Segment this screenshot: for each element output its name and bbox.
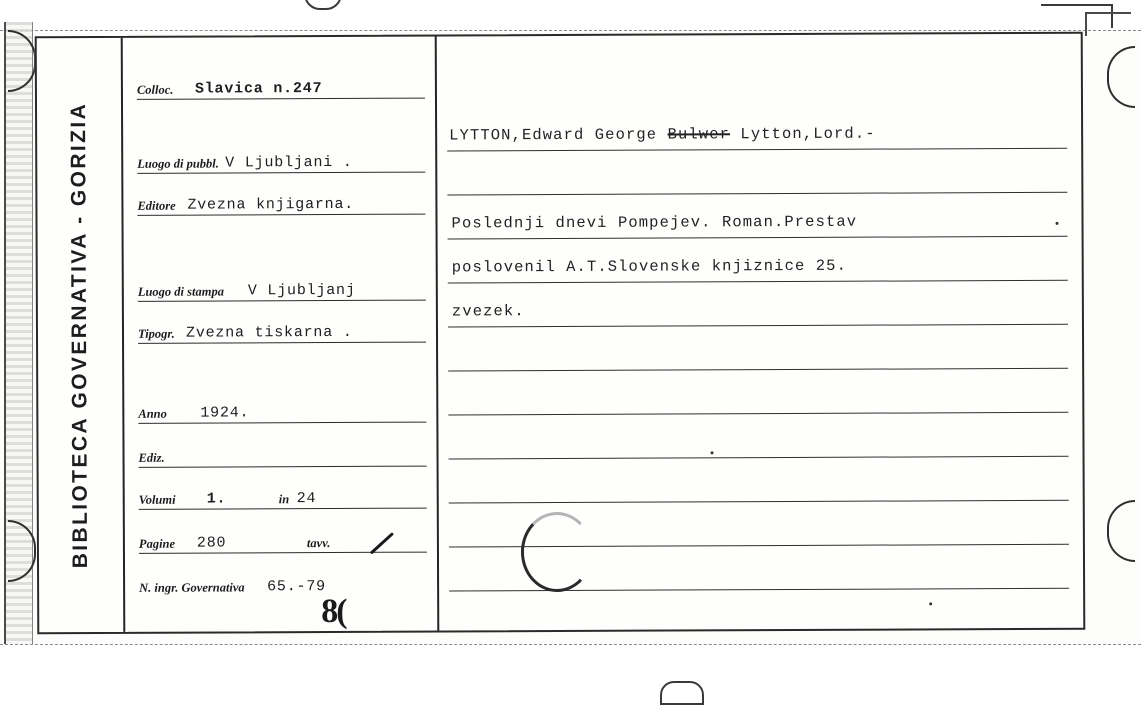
field-value: 1924. [200, 404, 250, 422]
ruled-line [448, 324, 1068, 328]
field-value: Zvezna knjigarna. [187, 195, 355, 214]
ruled-line [448, 368, 1068, 372]
ruled-line [449, 456, 1069, 460]
binder-ring-icon [1107, 46, 1135, 108]
field-value: 280 [196, 534, 227, 552]
ruled-line [447, 192, 1067, 196]
scan-corner-mark [1041, 4, 1113, 28]
field-volumi [139, 483, 427, 510]
field-label: Luogo di stampa [137, 284, 224, 299]
field-label: Ediz. [138, 450, 165, 465]
field-n-ingr-governativa [139, 571, 427, 598]
library-spine [37, 38, 126, 632]
field-rule [139, 508, 427, 510]
binder-notch-bottom-icon [660, 681, 704, 705]
ruled-line [448, 412, 1068, 416]
field-label: Volumi [138, 492, 176, 507]
ruled-line [448, 280, 1068, 284]
field-label: Pagine [138, 536, 176, 551]
scan-artifact [1085, 12, 1087, 36]
field-rule [137, 214, 425, 216]
field-rule [138, 300, 426, 302]
ink-dot-artifact [711, 451, 714, 454]
ruled-line [447, 148, 1067, 152]
field-pagine [139, 527, 427, 554]
field-editore [137, 189, 425, 216]
pencil-annotation: 8( [321, 592, 346, 631]
field-label: N. ingr. Governativa [139, 580, 245, 595]
entry-heading-tail: Lytton,Lord.- [740, 124, 876, 144]
field-anno [138, 397, 426, 424]
entry-line: poslovenil A.T.Slovenske knjiznice 25. [451, 256, 848, 277]
field-label: Tipogr. [137, 326, 175, 341]
field-luogo-pubbl [137, 147, 425, 174]
field-label-in: in [278, 492, 290, 507]
field-value: Slavica n.247 [194, 80, 323, 98]
field-rule [137, 98, 425, 100]
field-rule [139, 466, 427, 468]
field-value: 65.-79 [267, 578, 326, 596]
field-value: 1. [206, 490, 227, 508]
field-rule [139, 552, 427, 554]
field-colloc [137, 73, 425, 100]
entry-struck-name: Bulwer [667, 125, 731, 144]
field-label: Colloc. [136, 82, 174, 97]
scan-artifact [1085, 12, 1131, 14]
field-value-in: 24 [296, 490, 317, 508]
entry-line: zvezek. [451, 302, 525, 321]
entry-line: Poslednji dnevi Pompejev. Roman.Prestav [451, 212, 858, 233]
field-value: V Ljubljanj [247, 281, 356, 300]
field-ediz [138, 441, 426, 468]
field-rule [138, 342, 426, 344]
field-tipogr [138, 317, 426, 344]
card-entry-column [437, 34, 1084, 631]
ruled-line [449, 500, 1069, 504]
library-name: BIBLIOTECA GOVERNATIVA - GORIZIA [66, 101, 93, 569]
field-rule [138, 422, 426, 424]
binder-ring-icon [1107, 500, 1135, 562]
ink-dot-artifact [1056, 222, 1059, 225]
field-label-tavv: tavv. [306, 536, 331, 551]
scan-top-edge [0, 0, 1141, 31]
field-value: V Ljubljani . [225, 153, 353, 172]
field-label: Luogo di pubbl. [137, 156, 219, 171]
scan-bottom-edge [0, 644, 1141, 691]
field-value: Zvezna tiskarna . [185, 323, 353, 342]
ink-arc-artifact [521, 512, 593, 592]
catalog-card [35, 32, 1086, 635]
entry-heading [449, 125, 876, 145]
card-fields-column [123, 37, 440, 632]
field-label: Anno [138, 406, 167, 421]
ink-dot-artifact [929, 602, 932, 605]
entry-author: LYTTON,Edward George [449, 125, 658, 145]
ruled-line [448, 236, 1068, 240]
field-rule [137, 172, 425, 174]
field-label: Editore [137, 198, 176, 213]
field-luogo-stampa [138, 275, 426, 302]
